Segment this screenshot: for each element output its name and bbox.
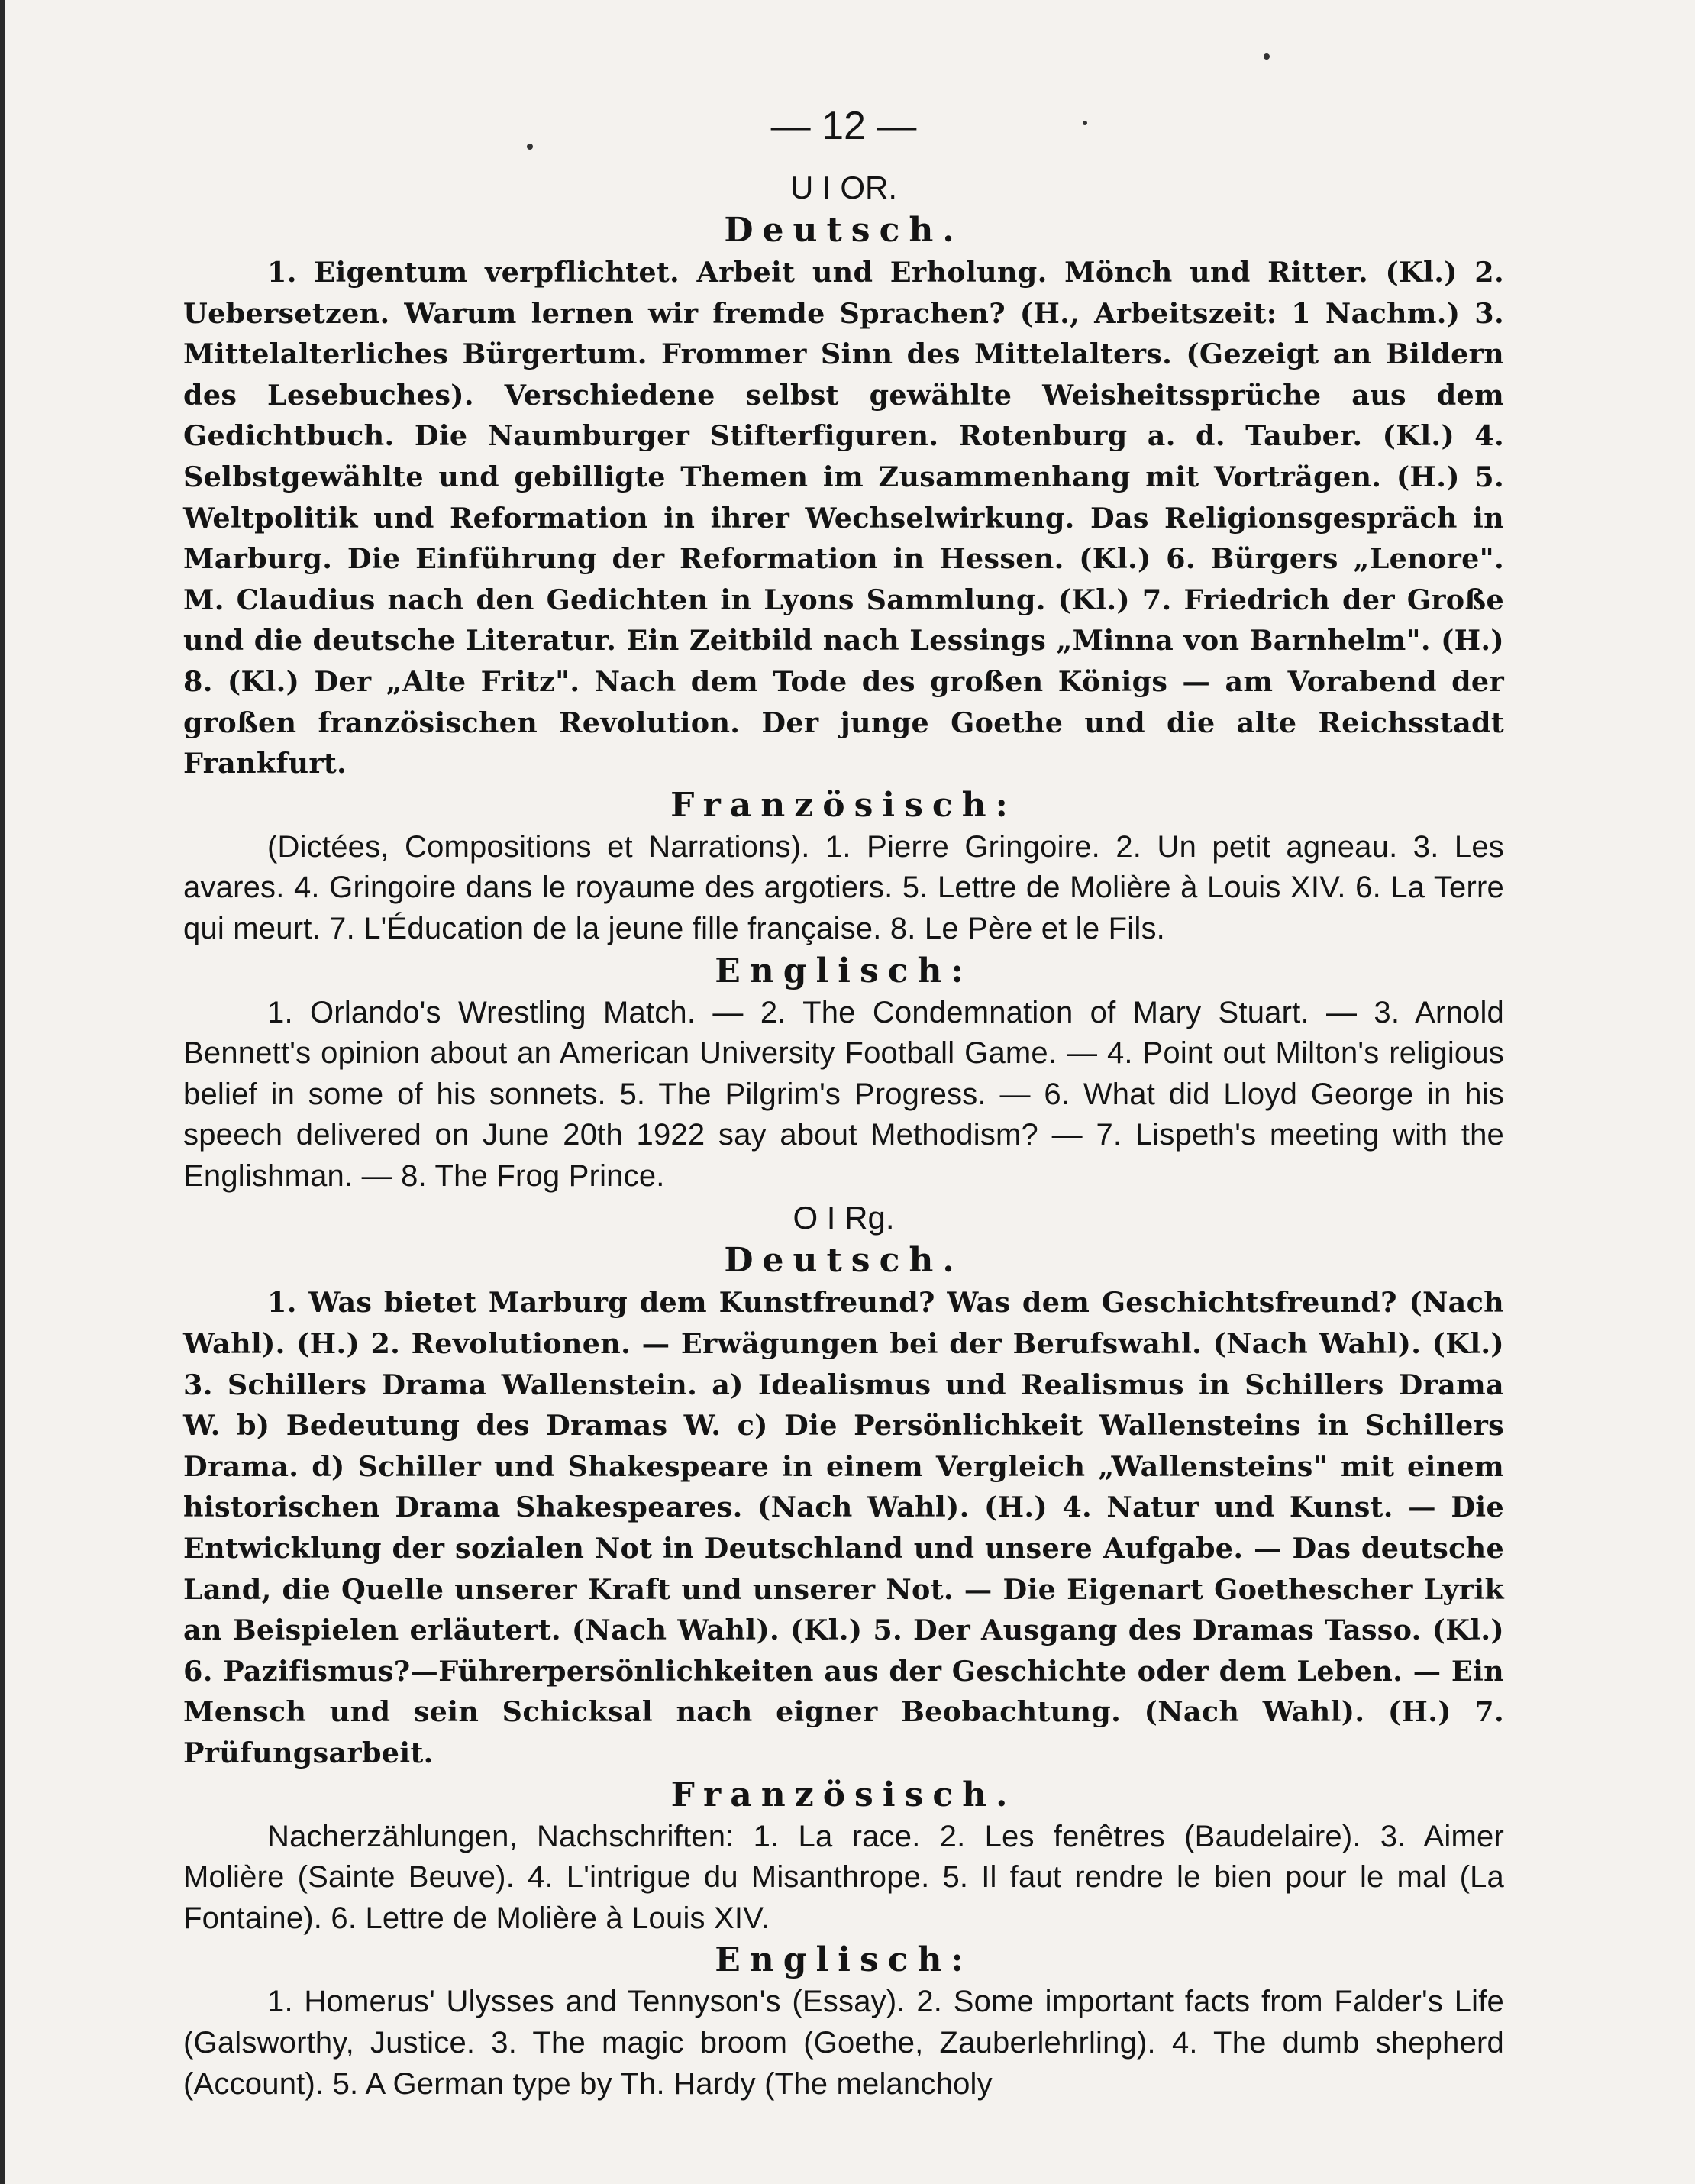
subject-heading-englisch: Englisch: — [715, 1940, 973, 1980]
section-heading: O I Rg. — [793, 1200, 895, 1236]
section-oi-rg — [183, 1197, 1504, 2105]
subject-heading-franzoesisch: Französisch: — [670, 785, 1017, 825]
subject-heading-deutsch: Deutsch. — [724, 211, 964, 250]
paragraph-franzoesisch: Nacherzählungen, Nachschriften: 1. La race. 2. Les fenêtres (Baudelaire). 3. Aimer Molière (Sainte Beuve). 4. L'intrigue du Misanthrope. 5. Il faut rendre le bien pour le mal (La Fontaine). 6. Lettre de Molière à Louis XIV. — [183, 1819, 1504, 1935]
subject-heading-englisch: Englisch: — [715, 951, 973, 990]
document-page — [183, 99, 1504, 2105]
section-ui-or — [183, 166, 1504, 1197]
paragraph-deutsch: 1. Was bietet Marburg dem Kunstfreund? Was dem Geschichtsfreund? (Nach Wahl). (H.) 2. Revolutionen. — Erwägungen bei der Berufswahl. (Nach Wahl). (Kl.) 3. Schillers Drama Wallenstein. a) Idealismus und Realismus in Schillers Drama W. b) Bedeutung des Dramas W. c) Die Persönlichkeit Wallensteins in Schillers Drama. d) Schiller und Shakespeare in einem Vergleich „Wallensteins" mit einem historischen Drama Shakespeares. (Nach Wahl). (H.) 4. Natur und Kunst. — Die Entwicklung der sozialen Not in Deutschland und unsere Aufgabe. — Das deutsche Land, die Quelle unserer Kraft und unserer Not. — Die Eigenart Goethescher Lyrik an Beispielen erläutert. (Nach Wahl). (Kl.) 5. Der Ausgang des Dramas Tasso. (Kl.) 6. Pazifismus?—Führerpersönlichkeiten aus der Geschichte oder dem Leben. — Ein Mensch und sein Schicksal nach eigner Beobachtung. (Nach Wahl). (H.) 7. Prüfungsarbeit. — [183, 1286, 1504, 1769]
subject-heading-deutsch: Deutsch. — [724, 1241, 964, 1281]
paragraph-deutsch: 1. Eigentum verpflichtet. Arbeit und Erholung. Mönch und Ritter. (Kl.) 2. Uebersetzen. Warum lernen wir fremde Sprachen? (H., Arbeitszeit: 1 Nachm.) 3. Mittelalterliches Bürgertum. Frommer Sinn des Mittelalters. (Gezeigt an Bildern des Lesebuches). Verschiedene selbst gewählte Weisheitssprüche aus dem Gedichtbuch. Die Naumburger Stifterfiguren. Rotenburg a. d. Tauber. (Kl.) 4. Selbstgewählte und gebilligte Themen im Zusammenhang mit Vorträgen. (H.) 5. Weltpolitik und Reformation in ihrer Wechselwirkung. Das Religionsgespräch in Marburg. Die Einführung der Reformation in Hessen. (Kl.) 6. Bürgers „Lenore". M. Claudius nach den Gedichten in Lyons Sammlung. (Kl.) 7. Friedrich der Große und die deutsche Literatur. Ein Zeitbild nach Lessings „Minna von Barnhelm". (H.) 8. (Kl.) Der „Alte Fritz". Nach dem Tode des großen Königs — am Vorabend der großen französischen Revolution. Der junge Goethe und die alte Reichsstadt Frankfurt. — [183, 256, 1504, 780]
paragraph-englisch: 1. Homerus' Ulysses and Tennyson's (Essay). 2. Some important facts from Falder's Life (Galsworthy, Justice. 3. The magic broom (Goethe, Zauberlehrling). 4. The dumb shepherd (Account). 5. A German type by Th. Hardy (The melancholy — [183, 1985, 1504, 2101]
section-heading: U I OR. — [789, 170, 897, 205]
paragraph-englisch: 1. Orlando's Wrestling Match. — 2. The Condemnation of Mary Stuart. — 3. Arnold Bennett's opinion about an American University Football Game. — 4. Point out Milton's religious belief in some of his sonnets. 5. The Pilgrim's Progress. — 6. What did Lloyd George in his speech delivered on June 20th 1922 say about Methodism? — 7. Lispeth's meeting with the Englishman. — 8. The Frog Prince. — [183, 995, 1504, 1193]
page-number: — 12 — — [770, 104, 917, 148]
paragraph-franzoesisch: (Dictées, Compositions et Narrations). 1. Pierre Gringoire. 2. Un petit agneau. 3. Les avares. 4. Gringoire dans le royaume des argotiers. 5. Lettre de Molière à Louis XIV. 6. La Terre qui meurt. 7. L'Éducation de la jeune fille française. 8. Le Père et le Fils. — [183, 829, 1504, 945]
scan-speck — [1264, 53, 1270, 60]
subject-heading-franzoesisch: Französisch. — [670, 1775, 1017, 1814]
